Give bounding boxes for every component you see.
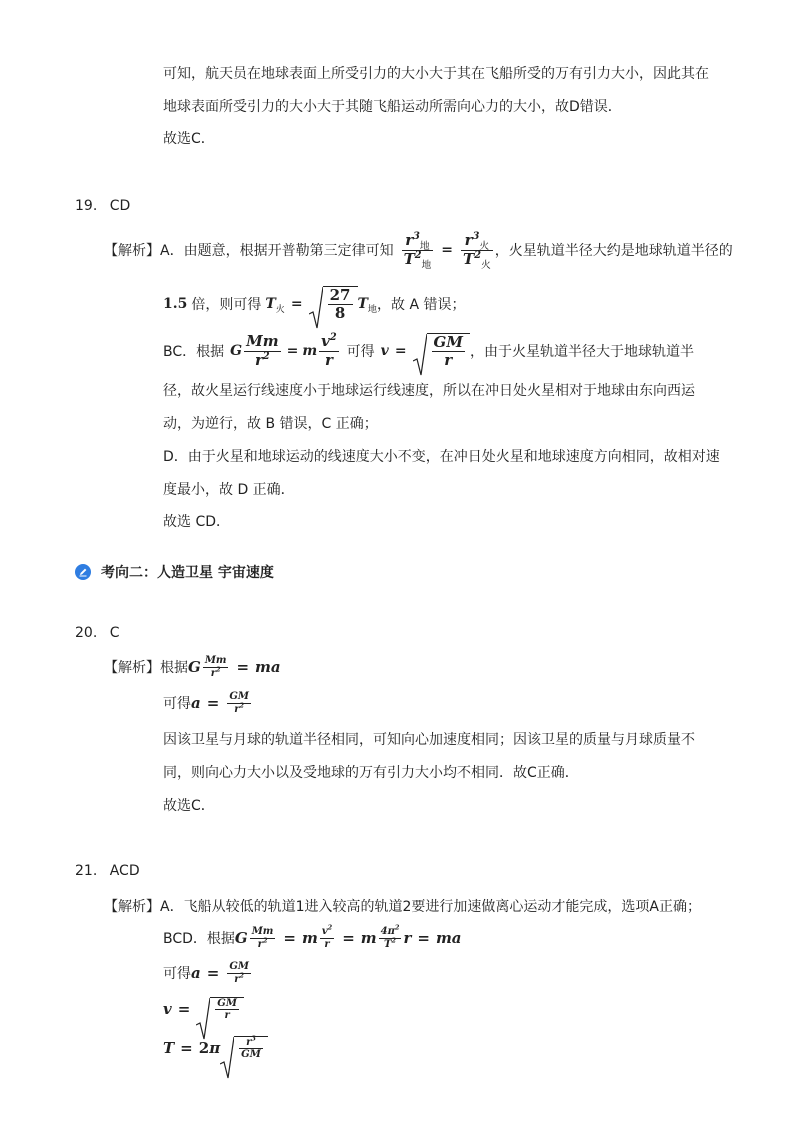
intro-line-2: 地球表面所受引力的大小大于其随飞船运动所需向心力的大小，故D错误．	[163, 99, 622, 115]
q21-answer: ACD	[109, 863, 140, 879]
ratio-after: 倍，则可得	[191, 297, 262, 313]
q19-header	[75, 198, 130, 214]
q19-number: 19.	[75, 198, 98, 214]
q21-line2-prefix: 可得	[163, 966, 191, 982]
bc-before: BC．根据	[163, 344, 225, 360]
q21-line-t-eq: T = 2 π $\frac{r^3}{GM}$	[163, 1030, 268, 1066]
q19-tag: 【解析】	[104, 243, 160, 259]
q20-line-2: 可得 a = $\frac{GM}{r^2}$	[163, 691, 249, 715]
bc-line-3: 动，为逆行，故 B 错误，C 正确；	[163, 416, 378, 432]
q20-text-2: 同，则向心力大小以及受地球的万有引力大小均不相同．故C正确．	[163, 765, 579, 781]
q20-tag: 【解析】	[104, 660, 160, 676]
q19-line-bc: BC．根据 G $\frac{Mm}{r^2}$ = m $\frac{v^2}{r}$ 可得 v = $\frac{GM}{r}$ ，由于火星轨道半径大于地球轨道半	[163, 327, 694, 375]
q20-line1-prefix: 根据	[160, 660, 188, 676]
q20-line2-prefix: 可得	[163, 696, 191, 712]
intro-line-1: 可知，航天员在地球表面上所受引力的大小大于其在飞船所受的万有引力大小，因此其在	[163, 66, 709, 82]
q21-number: 21.	[75, 863, 98, 879]
sqrt-ratio: $\frac{27}{8}$	[309, 286, 358, 323]
sqrt-t: $\frac{r^3}{GM}$	[220, 1036, 268, 1061]
q19-conclusion: 故选 CD．	[163, 514, 231, 530]
q21-a-text: A．飞船从较低的轨道1进入较高的轨道2要进行加速做离心运动才能完成，选项A正确；	[160, 899, 701, 915]
bc-mid: 可得	[346, 344, 375, 360]
section-title: 考向二：人造卫星 宇宙速度	[101, 565, 274, 581]
ratio-value: 1.5	[163, 296, 188, 312]
q20-answer: C	[109, 625, 120, 641]
ratio-end: ，故 A 错误；	[377, 297, 466, 313]
section-heading	[75, 562, 274, 582]
q20-header	[75, 625, 120, 641]
d-line-1: D．由于火星和地球运动的线速度大小不变，在冲日处火星和地球速度方向相同，故相对速	[163, 449, 720, 465]
sqrt-v: $\frac{GM}{r}$	[196, 997, 244, 1022]
d-line-2: 度最小，故 D 正确．	[163, 482, 295, 498]
q21-line-v-eq: v = $\frac{GM}{r}$	[163, 992, 244, 1026]
q20-line-1: 【解析】 根据 G $\frac{Mm}{r^2}$ = ma	[104, 655, 281, 679]
kepler-fraction-earth: $\frac{r^3_地}{T^2_地}$	[403, 231, 432, 271]
kepler-fraction-mars: $\frac{r^3_火}{T^2_火}$	[463, 231, 491, 271]
q19-line-a: 【解析】 A．由题意，根据开普勒第三定律可知 $\frac{r^3_地}{T^2_地}$ = $\frac{r^3_火}{T^2_火}$ ，火星轨道半径大约是地球轨道半径的	[104, 231, 733, 271]
q20-text-1: 因该卫星与月球的轨道半径相同，可知向心加速度相同；因该卫星的质量与月球质量不	[163, 732, 695, 748]
q19-a-text-before: A．由题意，根据开普勒第三定律可知	[160, 243, 394, 259]
q21-line-a-eq: 可得 a = $\frac{GM}{r^2}$	[163, 961, 249, 985]
bc-line-2: 径，故火星运行线速度小于地球运行线速度，所以在冲日处火星相对于地球由东向西运	[163, 383, 695, 399]
q19-a-text-after: ，火星轨道半径大约是地球轨道半径的	[494, 243, 733, 259]
bc-after: ，由于火星轨道半径大于地球轨道半	[469, 344, 694, 360]
q19-answer: CD	[109, 198, 131, 214]
q21-tag: 【解析】	[104, 899, 160, 915]
q21-line-bcd: BCD．根据 G $\frac{Mm}{r^2}$ = m $\frac{v^2}{r}$ = m $\frac{4\pi^2}{T^2}$ r = ma	[163, 923, 462, 950]
q19-line-ratio: 1.5 倍，则可得 $T_火$ = $\frac{27}{8}$ $T_地$ ，故 A 错误；	[163, 280, 466, 328]
sqrt-gm-r: $\frac{GM}{r}$	[413, 333, 470, 370]
q20-number: 20.	[75, 625, 98, 641]
q21-header	[75, 863, 140, 879]
q21-bcd-prefix: BCD．根据	[163, 931, 235, 947]
q20-conclusion: 故选C．	[163, 798, 215, 814]
intro-conclusion: 故选C．	[163, 131, 215, 147]
pen-icon	[75, 564, 91, 580]
q21-line-a	[104, 896, 701, 916]
